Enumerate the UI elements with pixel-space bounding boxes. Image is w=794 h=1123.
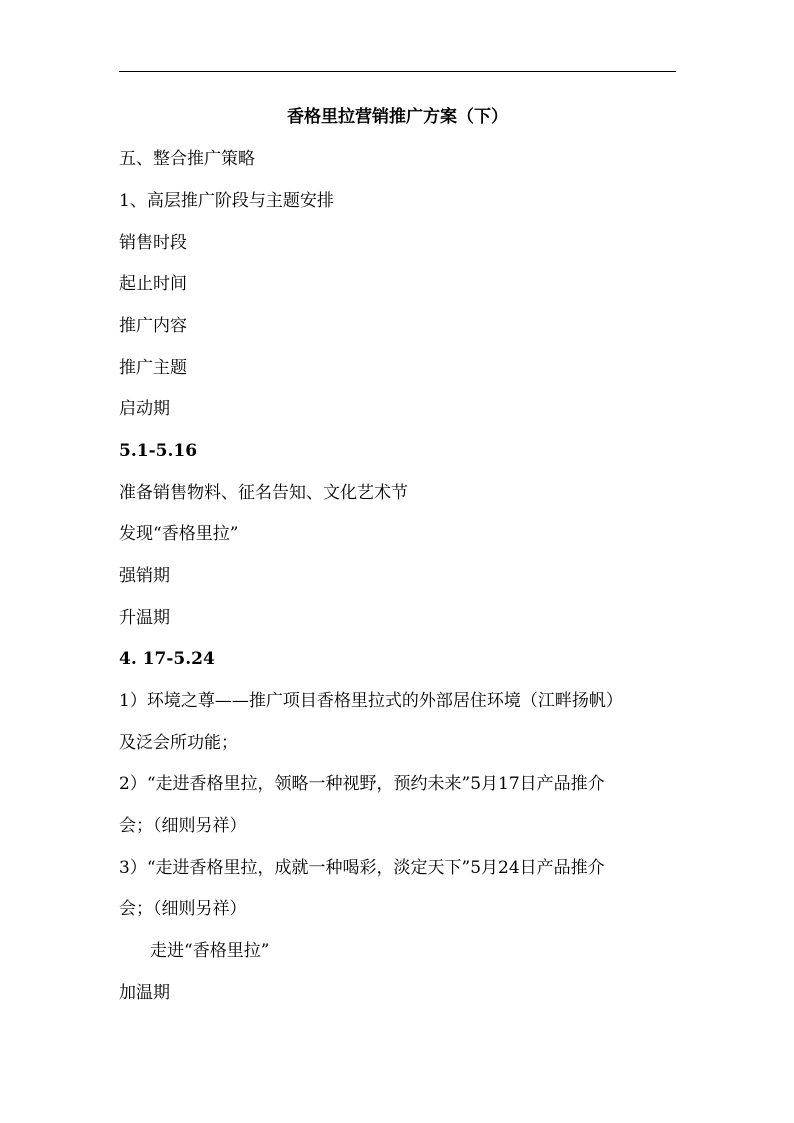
document-title: 香格里拉营销推广方案（下） bbox=[287, 107, 508, 127]
list-item: 3）“走进香格里拉，成就一种喝彩，淡定天下”5月24日产品推介 bbox=[119, 858, 605, 878]
text-line: 推广主题 bbox=[119, 358, 187, 378]
text-line: 升温期 bbox=[119, 608, 170, 628]
text-line: 加温期 bbox=[119, 983, 170, 1003]
date-range: 5.1-5.16 bbox=[119, 441, 198, 461]
date-range: 4. 17-5.24 bbox=[119, 649, 215, 669]
section-heading: 五、整合推广策略 bbox=[119, 149, 255, 169]
list-item: 1）环境之尊——推广项目香格里拉式的外部居住环境（江畔扬帆） bbox=[119, 691, 623, 711]
text-line: 推广内容 bbox=[119, 316, 187, 336]
list-item-continuation: 会；（细则另祥） bbox=[119, 816, 247, 836]
subsection-heading: 1、高层推广阶段与主题安排 bbox=[119, 191, 334, 211]
text-line: 起止时间 bbox=[119, 274, 187, 294]
text-line: 销售时段 bbox=[119, 233, 187, 253]
text-line: 走进“香格里拉” bbox=[150, 941, 270, 961]
list-item-continuation: 及泛会所功能； bbox=[119, 733, 238, 753]
header-rule bbox=[119, 71, 676, 72]
list-item: 2）“走进香格里拉，领略一种视野，预约未来”5月17日产品推介 bbox=[119, 774, 605, 794]
text-line: 准备销售物料、征名告知、文化艺术节 bbox=[119, 483, 408, 503]
list-item-continuation: 会；（细则另祥） bbox=[119, 899, 247, 919]
text-line: 启动期 bbox=[119, 399, 170, 419]
text-line: 强销期 bbox=[119, 566, 170, 586]
text-line: 发现“香格里拉” bbox=[119, 524, 239, 544]
